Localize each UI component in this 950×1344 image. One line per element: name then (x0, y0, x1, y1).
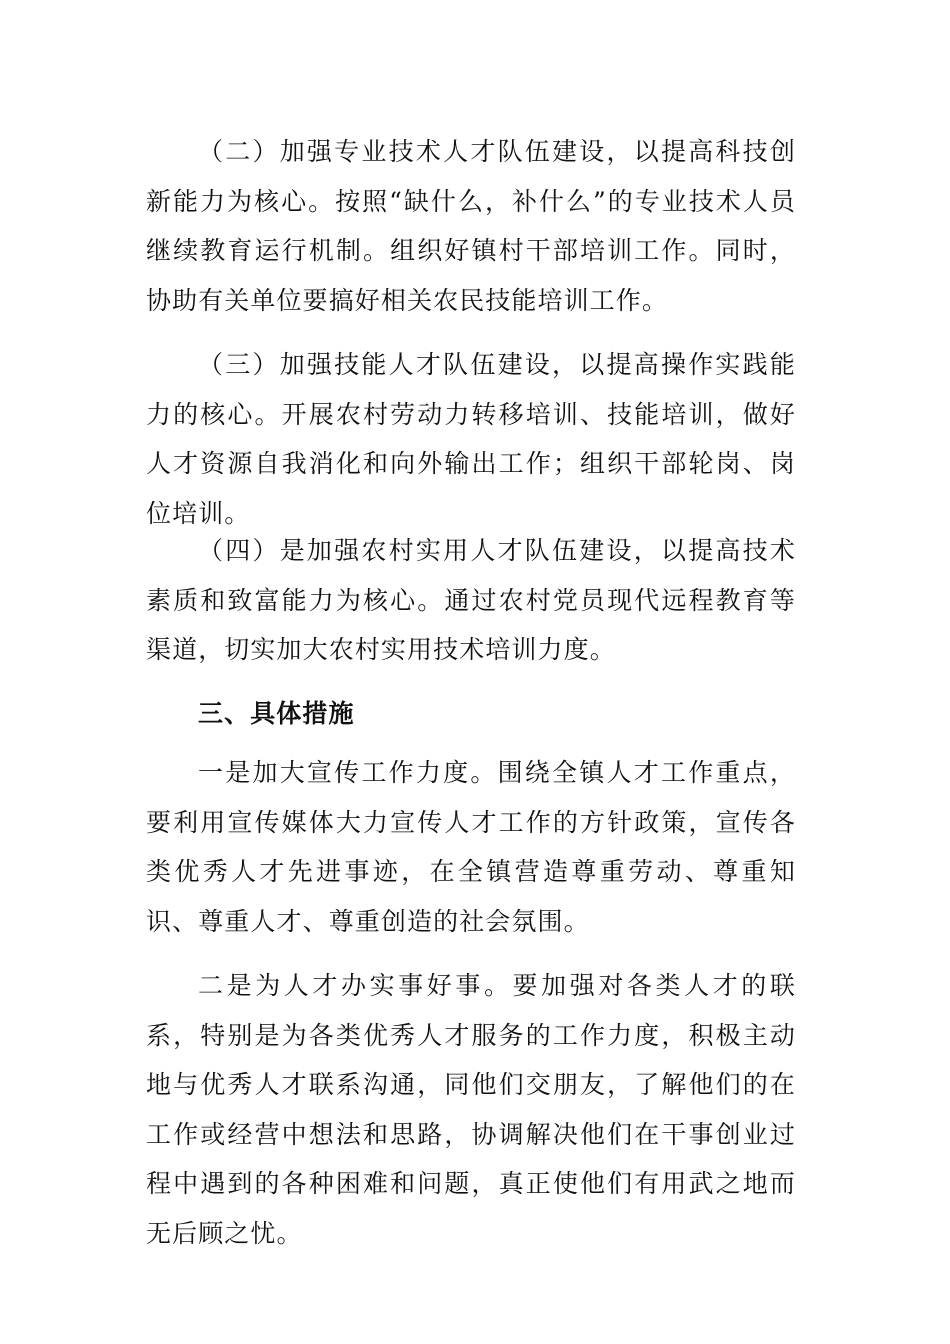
paragraph-professional-talent: （二）加强专业技术人才队伍建设，以提高科技创新能力为核心。按照“缺什么，补什么”的专业技术人员继续教育运行机制。组织好镇村干部培训工作。同时，协助有关单位要搞好相关农民技能培训工作。 (146, 137, 796, 315)
paragraph-measure-service: 二是为人才办实事好事。要加强对各类人才的联系，特别是为各类优秀人才服务的工作力度，积极主动地与优秀人才联系沟通，同他们交朋友，了解他们的在工作或经营中想法和思路，协调解决他们在干事创业过程中遇到的各种困难和问题，真正使他们有用武之地而无后顾之忧。 (146, 971, 796, 1248)
paragraph-rural-talent: （四）是加强农村实用人才队伍建设，以提高技术素质和致富能力为核心。通过农村党员现代远程教育等渠道，切实加大农村实用技术培训力度。 (146, 536, 796, 665)
section-heading-measures: 三、具体措施 (198, 699, 355, 728)
paragraph-skilled-talent: （三）加强技能人才队伍建设，以提高操作实践能力的核心。开展农村劳动力转移培训、技能培训，做好人才资源自我消化和向外输出工作；组织干部轮岗、岗位培训。 (146, 350, 796, 528)
paragraph-measure-publicity: 一是加大宣传工作力度。围绕全镇人才工作重点，要利用宣传媒体大力宣传人才工作的方针政策，宣传各类优秀人才先进事迹，在全镇营造尊重劳动、尊重知识、尊重人才、尊重创造的社会氛围。 (146, 758, 796, 936)
